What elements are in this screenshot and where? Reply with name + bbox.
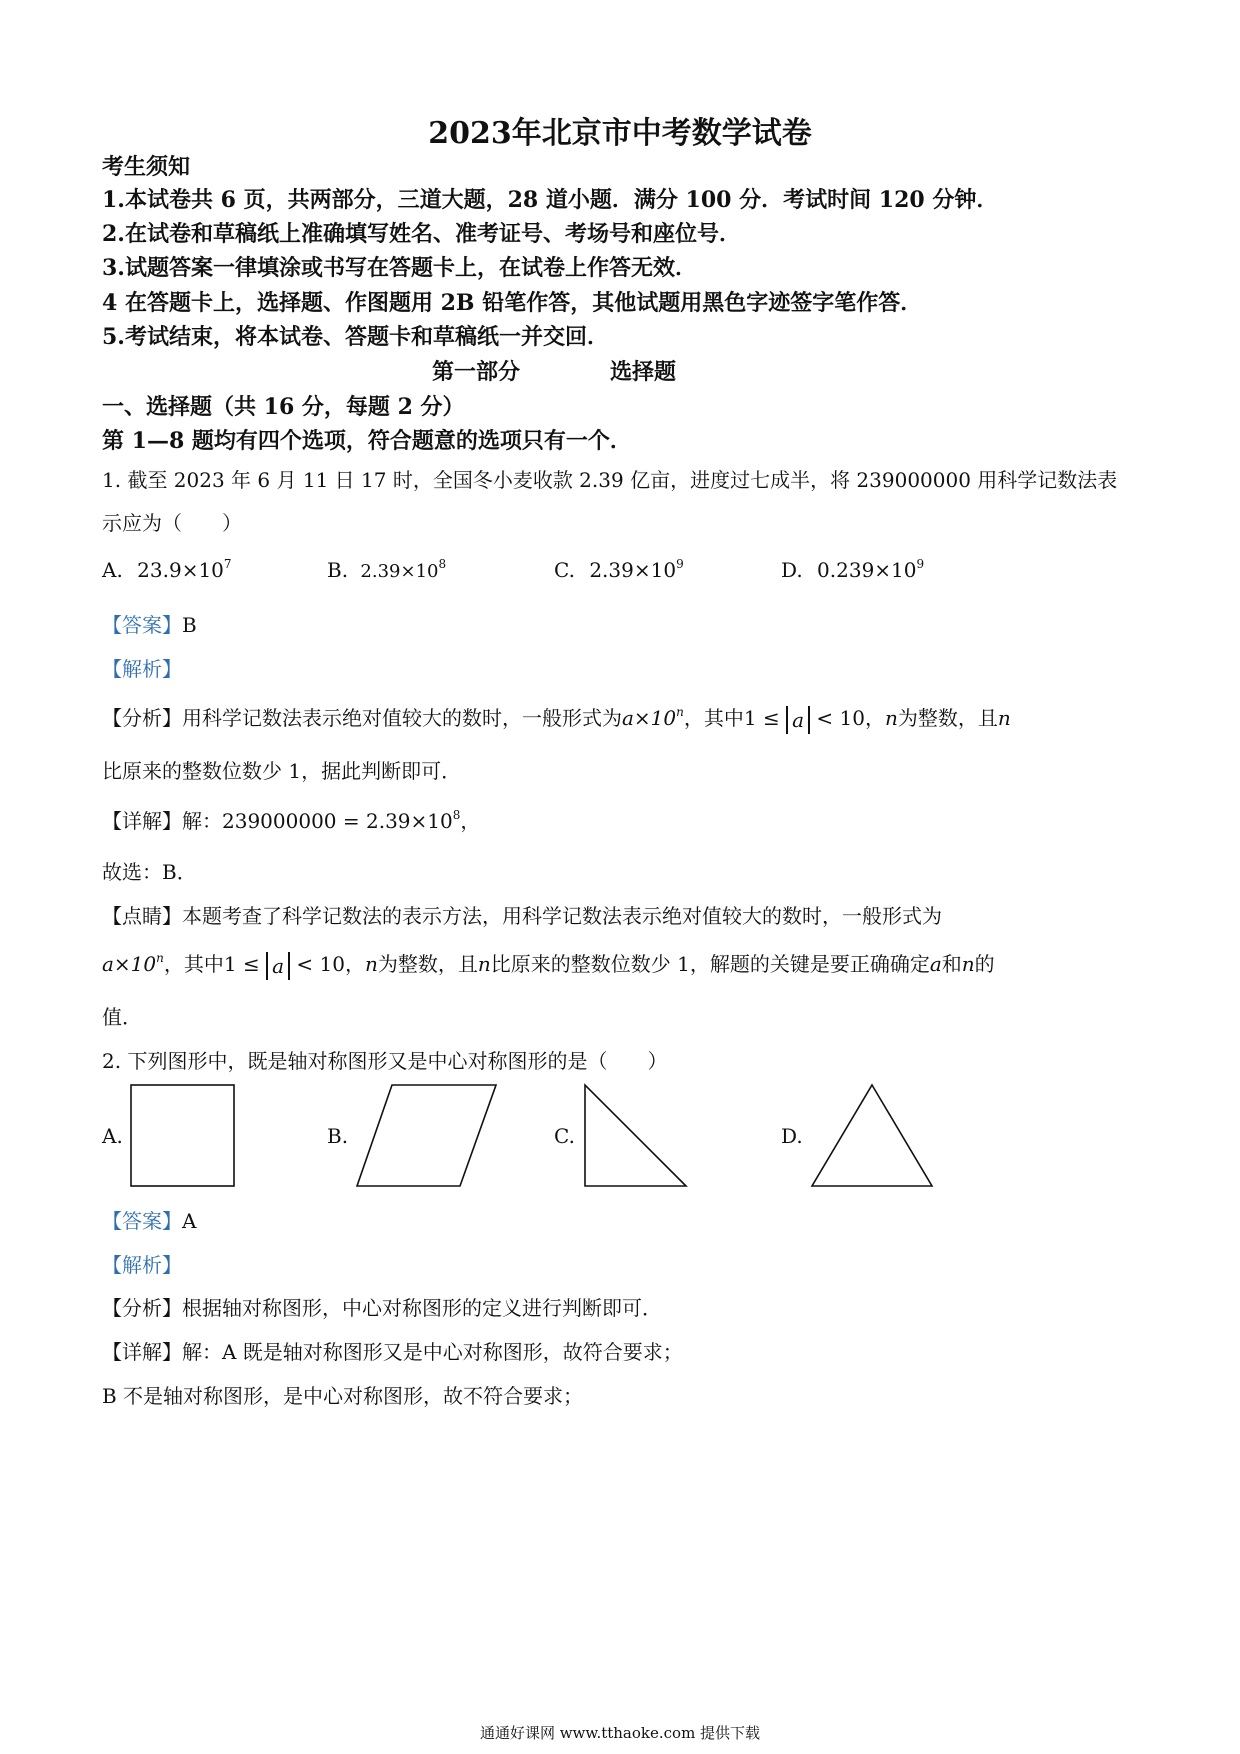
equilateral-triangle-outline xyxy=(812,1085,932,1186)
part-type: 选择题 xyxy=(610,359,677,385)
answer-value: A xyxy=(182,1209,197,1233)
q1-guxuan: 故选：B． xyxy=(102,860,197,884)
q1-xiangjie: 【详解】解：$239000000 = 2.39\times 10^8$， xyxy=(102,808,481,833)
answer-value: B xyxy=(182,613,197,637)
abs-value: a xyxy=(786,706,810,734)
notice-item-4: 4 在答题卡上，选择题、作图题用 2B 铅笔作答，其他试题用黑色字迹签字笔作答． xyxy=(102,290,923,316)
q2-fenxi: 【分析】根据轴对称图形，中心对称图形的定义进行判断即可． xyxy=(102,1296,662,1320)
q1-answer xyxy=(102,609,197,638)
q2-analysis-tag: 【解析】 xyxy=(102,1253,182,1277)
part-label: 第一部分 xyxy=(432,359,521,385)
q2-stem: 2. 下列图形中，既是轴对称图形又是中心对称图形的是（ ） xyxy=(102,1049,668,1073)
q1-stem-line1: 1. 截至 2023 年 6 月 11 日 17 时，全国冬小麦收款 2.39 亿亩，进度过七成半，将 239000000 用科学记数法表 xyxy=(102,468,1118,492)
q1-option-b: B. $2.39\times 10^8$ xyxy=(327,557,447,582)
abs-value: a xyxy=(266,952,290,980)
q2-xiangjie-line2: B 不是轴对称图形，是中心对称图形，故不符合要求； xyxy=(102,1384,584,1408)
section-instruction: 第 1—8 题均有四个选项，符合题意的选项只有一个． xyxy=(102,428,632,454)
q1-option-a: A. $23.9\times 10^7$ xyxy=(102,557,232,582)
q1-analysis-tag: 【解析】 xyxy=(102,657,182,681)
page-title: 2023年北京市中考数学试卷 xyxy=(428,116,812,151)
answer-tag: 【答案】 xyxy=(102,1209,182,1233)
q1-stem-line2: 示应为（ ） xyxy=(102,511,242,535)
section-title: 一、选择题（共 16 分，每题 2 分） xyxy=(102,394,465,420)
q1-fenxi-line1: 【分析】用科学记数法表示绝对值较大的数时，一般形式为$a\times 10^n$，其中1 ≤ a < 10，n为整数，且n xyxy=(102,705,1011,732)
q2-xiangjie-line1: 【详解】解：A 既是轴对称图形又是中心对称图形，故符合要求； xyxy=(102,1340,683,1364)
q2-option-d-label: D. xyxy=(781,1124,803,1148)
notice-item-1: 1.本试卷共 6 页，共两部分，三道大题，28 道小题．满分 100 分．考试时间 120 分钟． xyxy=(102,187,999,213)
q2-option-c-label: C. xyxy=(554,1124,575,1148)
notice-item-5: 5.考试结束，将本试卷、答题卡和草稿纸一并交回． xyxy=(102,324,609,350)
parallelogram-outline xyxy=(357,1085,496,1186)
right-triangle-figure xyxy=(584,1084,688,1188)
notice-heading: 考生须知 xyxy=(102,154,191,180)
q1-option-c: C. $2.39\times 10^9$ xyxy=(554,557,684,582)
notice-item-3: 3.试题答案一律填涂或书写在答题卡上，在试卷上作答无效． xyxy=(102,255,697,281)
square-figure xyxy=(130,1084,236,1188)
answer-tag: 【答案】 xyxy=(102,613,182,637)
parallelogram-figure xyxy=(356,1084,498,1188)
footer-credit: 通通好课网 www.tthaoke.com 提供下载 xyxy=(479,1724,761,1742)
q1-dianjing-line2: $a\times 10^n$，其中1 ≤ a < 10，n为整数，且n比原来的整数位数少 1，解题的关键是要正确确定a和n的 xyxy=(102,951,995,978)
q2-option-b-label: B. xyxy=(327,1124,349,1148)
q1-dianjing-line3: 值． xyxy=(102,1005,142,1029)
q2-option-a-label: A. xyxy=(102,1124,123,1148)
notice-item-2: 2.在试卷和草稿纸上准确填写姓名、准考证号、考场号和座位号． xyxy=(102,221,741,247)
square-outline xyxy=(131,1085,234,1186)
equilateral-triangle-figure xyxy=(811,1084,935,1188)
q2-answer xyxy=(102,1205,196,1234)
q1-dianjing-line1: 【点睛】本题考查了科学记数法的表示方法，用科学记数法表示绝对值较大的数时，一般形式为 xyxy=(102,904,942,928)
q1-option-d: D. $0.239\times 10^9$ xyxy=(781,557,925,582)
right-triangle-outline xyxy=(585,1085,686,1186)
q1-fenxi-line2: 比原来的整数位数少 1，据此判断即可． xyxy=(102,759,462,783)
